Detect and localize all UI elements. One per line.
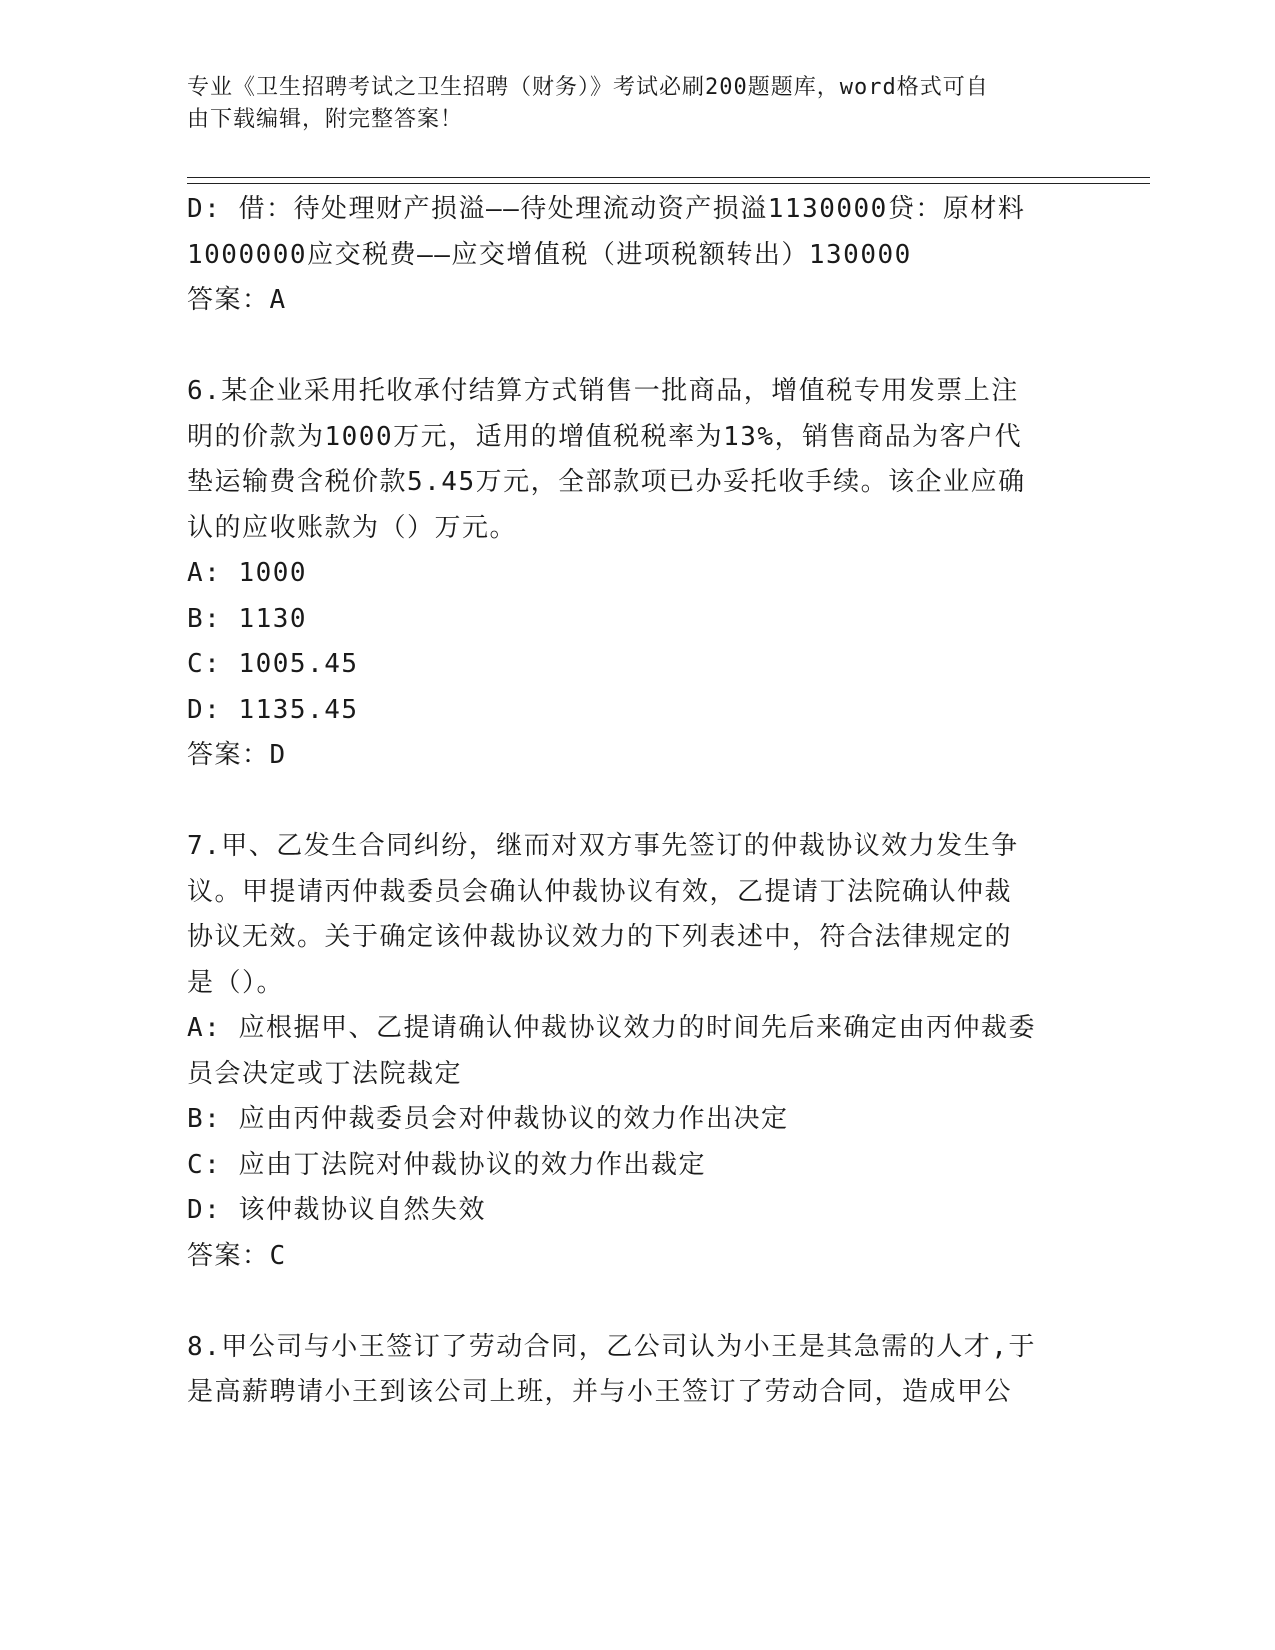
option-a: A: 1000 bbox=[187, 558, 308, 588]
header-divider-bottom bbox=[187, 183, 1150, 184]
document-header bbox=[187, 72, 1067, 136]
question-text-line: 垫运输费含税价款5.45万元，全部款项已办妥托收手续。该企业应确 bbox=[187, 467, 1026, 497]
question-text-line: 是高薪聘请小王到该公司上班，并与小王签订了劳动合同，造成甲公 bbox=[187, 1377, 1013, 1407]
option-c: C: 应由丁法院对仲裁协议的效力作出裁定 bbox=[187, 1149, 706, 1180]
question-text-line: 议。甲提请丙仲裁委员会确认仲裁协议有效，乙提请丁法院确认仲裁 bbox=[187, 876, 1013, 907]
header-divider-top bbox=[187, 177, 1150, 178]
question-text-line: 是（）。 bbox=[187, 967, 285, 998]
option-a: A: 应根据甲、乙提请确认仲裁协议效力的时间先后来确定由丙仲裁委 bbox=[187, 1013, 1036, 1043]
question-text-line: 6.某企业采用托收承付结算方式销售一批商品，增值税专用发票上注 bbox=[187, 376, 1019, 406]
question-text-line: 7.甲、乙发生合同纠纷，继而对双方事先签订的仲裁协议效力发生争 bbox=[187, 831, 1019, 861]
document-body bbox=[187, 187, 1087, 1416]
question-text-line: 明的价款为1000万元，适用的增值税税率为13%，销售商品为客户代 bbox=[187, 421, 1023, 452]
option-a-continued: 员会决定或丁法院裁定 bbox=[187, 1058, 463, 1089]
question-8 bbox=[187, 1325, 1087, 1416]
question-text-line: 8.甲公司与小王签订了劳动合同，乙公司认为小王是其急需的人才,于 bbox=[187, 1331, 1036, 1362]
answer-label: 答案：A bbox=[187, 285, 287, 315]
spacer bbox=[187, 324, 1087, 370]
question-text-line: 协议无效。关于确定该仲裁协议效力的下列表述中，符合法律规定的 bbox=[187, 922, 1013, 952]
option-b: B: 1130 bbox=[187, 603, 308, 634]
question-7 bbox=[187, 824, 1087, 1279]
header-line-1: 专业《卫生招聘考试之卫生招聘（财务）》考试必刷200题题库，word格式可自 bbox=[187, 75, 989, 100]
previous-question-tail bbox=[187, 187, 1087, 324]
option-d: D: 1135.45 bbox=[187, 694, 359, 725]
spacer bbox=[187, 779, 1087, 825]
option-d-line-2: 1000000应交税费——应交增值税（进项税额转出）130000 bbox=[187, 239, 912, 270]
option-d-line-1: D: 借：待处理财产损溢——待处理流动资产损溢1130000贷：原材料 bbox=[187, 194, 1026, 224]
answer-label: 答案：D bbox=[187, 740, 287, 770]
header-line-2: 由下载编辑，附完整答案！ bbox=[187, 107, 464, 132]
spacer bbox=[187, 1279, 1087, 1325]
option-b: B: 应由丙仲裁委员会对仲裁协议的效力作出决定 bbox=[187, 1104, 789, 1134]
answer-label: 答案：C bbox=[187, 1240, 287, 1271]
option-c: C: 1005.45 bbox=[187, 649, 359, 679]
question-6 bbox=[187, 369, 1087, 779]
question-text-line: 认的应收账款为（）万元。 bbox=[187, 512, 518, 543]
option-d: D: 该仲裁协议自然失效 bbox=[187, 1195, 486, 1225]
